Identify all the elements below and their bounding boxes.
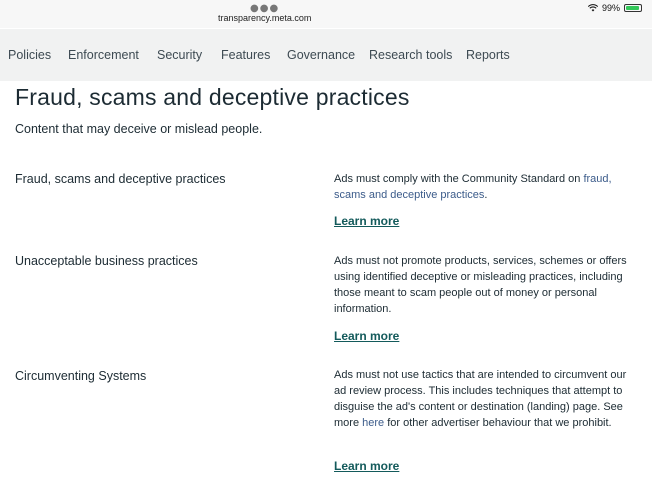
device-status bbox=[588, 3, 642, 13]
page-subtitle: Content that may deceive or mislead people. bbox=[15, 122, 263, 136]
desc-text: Ads must not use tactics that are intended to circumvent our ad review process. This includes techniques that attempt to disguise the ad's content or destination (landing) page. See more bbox=[334, 369, 627, 429]
nav-item-reports[interactable]: Reports bbox=[466, 48, 510, 62]
section-desc-unacceptable-business: Ads must not promote products, services, schemes or offers using identified deceptive or misleading practices, including those meant to scam people out of money or personal information. bbox=[334, 255, 627, 315]
community-standard-link[interactable]: fraud, scams and deceptive practices bbox=[334, 173, 612, 201]
section-title-fraud: Fraud, scams and deceptive practices bbox=[15, 172, 226, 186]
desc-text: for other advertiser behaviour that we prohibit. bbox=[384, 417, 612, 429]
section-desc-fraud bbox=[334, 171, 632, 203]
section-title-unacceptable-business: Unacceptable business practices bbox=[15, 254, 198, 268]
browser-status-bar bbox=[0, 0, 652, 28]
section-title-circumventing-systems: Circumventing Systems bbox=[15, 369, 147, 383]
desc-text: . bbox=[484, 189, 488, 201]
here-link[interactable]: here bbox=[362, 417, 385, 429]
nav-item-governance[interactable]: Governance bbox=[287, 48, 356, 62]
nav-item-security[interactable]: Security bbox=[157, 48, 203, 62]
page-title: Fraud, scams and deceptive practices bbox=[15, 84, 410, 110]
more-dots-icon[interactable]: ●●● bbox=[250, 3, 280, 14]
nav-item-enforcement[interactable]: Enforcement bbox=[68, 48, 139, 62]
learn-more-link-fraud[interactable]: Learn more bbox=[334, 214, 400, 228]
section-desc-circumventing-systems bbox=[334, 367, 632, 431]
address-bar-url[interactable]: transparency.meta.com bbox=[218, 13, 312, 23]
learn-more-link-unacceptable-business[interactable]: Learn more bbox=[334, 329, 400, 343]
battery-percent: 99% bbox=[601, 3, 620, 13]
nav-item-research-tools[interactable]: Research tools bbox=[369, 48, 453, 62]
nav-item-features[interactable]: Features bbox=[221, 48, 271, 62]
wifi-icon bbox=[588, 4, 598, 12]
desc-text: Ads must comply with the Community Standard on bbox=[334, 173, 584, 185]
top-navigation bbox=[0, 29, 652, 81]
battery-icon bbox=[624, 4, 642, 12]
learn-more-link-circumventing-systems[interactable]: Learn more bbox=[334, 459, 400, 473]
nav-item-policies[interactable]: Policies bbox=[8, 48, 52, 62]
